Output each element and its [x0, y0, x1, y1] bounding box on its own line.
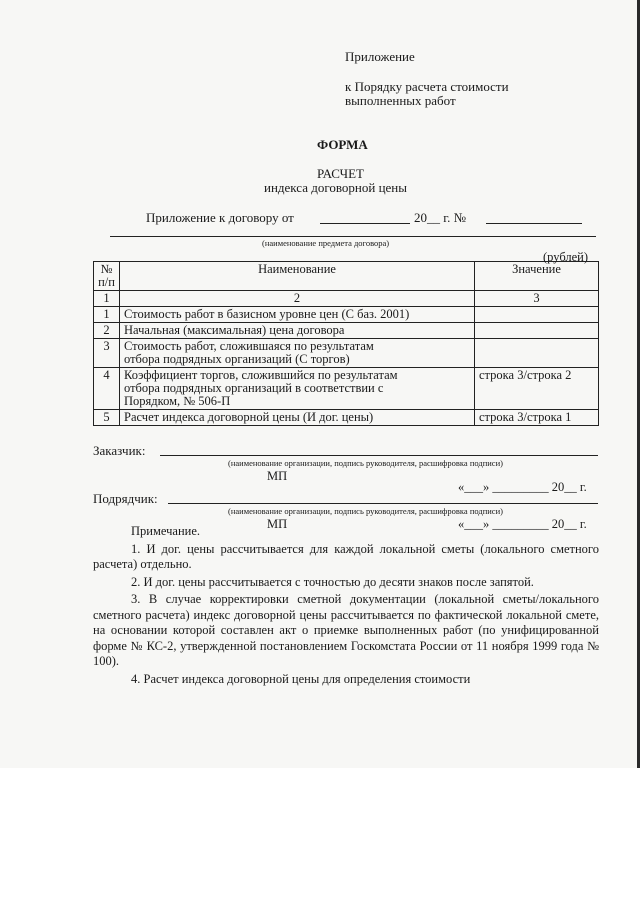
note-item: 4. Расчет индекса договорной цены для определения стоимости [131, 671, 471, 686]
row-num: 2 [94, 323, 120, 339]
customer-stamp: МП [267, 469, 288, 483]
note-item: 1. И дог. цены рассчитывается для каждой локальной сметы (локального сметного расчета) отдельно. [93, 541, 599, 571]
calc-subtitle: индекса договорной цены [264, 180, 407, 195]
contract-number-prefix: 20__ г. № [414, 210, 467, 225]
table-row [94, 323, 599, 339]
customer-label: Заказчик: [93, 443, 146, 458]
row-num: 5 [94, 410, 120, 426]
table-row [94, 410, 599, 426]
calc-title: РАСЧЕТ [317, 166, 364, 181]
row-value: строка 3/строка 1 [475, 410, 599, 426]
subject-line [110, 236, 596, 237]
row-value [475, 307, 599, 323]
row-name-line: Стоимость работ, сложившаяся по результатам [124, 339, 374, 353]
row-value [475, 323, 599, 339]
form-title: ФОРМА [317, 137, 368, 152]
row-name [120, 339, 475, 368]
contractor-stamp: МП [267, 517, 288, 531]
calc-table [93, 261, 599, 426]
row-name-line: Коэффициент торгов, сложившийся по результатам [124, 368, 398, 382]
contractor-label: Подрядчик: [93, 491, 158, 506]
note-item: 3. В случае корректировки сметной документации (локальной сметы/локального сметного расчета) индекс договорной цены рассчитывается по фактической локальной смете, на основании которой составлен акт о приемке выполненных работ (по унифицированной форме № КС-2, утвержденной постановлением Госкомстата России от 11 ноября 1999 года № 100). [93, 592, 599, 668]
row-name-line: отбора подрядных организаций в соответствии с [124, 381, 384, 395]
appendix-ref-line2: выполненных работ [345, 93, 456, 108]
row-name: Начальная (максимальная) цена договора [120, 323, 475, 339]
appendix-ref-line1: к Порядку расчета стоимости [345, 79, 509, 94]
customer-date: «___» _________ 20__ г. [458, 480, 587, 494]
units-label: (рублей) [543, 250, 589, 264]
row-num: 1 [94, 307, 120, 323]
index-col-1: 1 [94, 291, 120, 307]
table-header-row [94, 262, 599, 291]
subject-caption: (наименование предмета договора) [262, 238, 390, 248]
row-num: 3 [94, 339, 120, 368]
row-value: строка 3/строка 2 [475, 368, 599, 410]
notes-title: Примечание. [131, 524, 201, 538]
index-col-3: 3 [475, 291, 599, 307]
contractor-caption: (наименование организации, подпись руководителя, расшифровка подписи) [228, 506, 503, 516]
contractor-date: «___» _________ 20__ г. [458, 517, 587, 531]
row-num: 4 [94, 368, 120, 410]
appendix-label: Приложение [345, 49, 415, 64]
row-name-line: отбора подрядных организаций (С торгов) [124, 352, 350, 366]
customer-signature-line [160, 455, 598, 456]
header-num-abbrev: п/п [98, 275, 115, 289]
row-value [475, 339, 599, 368]
table-row [94, 368, 599, 410]
contractor-signature-line [168, 503, 598, 504]
contract-date-blank [320, 223, 410, 224]
contract-prefix: Приложение к договору от [146, 210, 294, 225]
customer-caption: (наименование организации, подпись руководителя, расшифровка подписи) [228, 458, 503, 468]
index-col-2: 2 [120, 291, 475, 307]
table-row [94, 339, 599, 368]
row-name [120, 368, 475, 410]
header-value: Значение [475, 262, 599, 291]
row-name: Расчет индекса договорной цены (И дог. цены) [120, 410, 475, 426]
table-index-row [94, 291, 599, 307]
contract-number-blank [486, 223, 582, 224]
table-row [94, 307, 599, 323]
header-num-symbol: № [100, 262, 113, 276]
notes-section [93, 524, 599, 689]
row-name-line: Порядком, № 506-П [124, 394, 231, 408]
header-num [94, 262, 120, 291]
header-name: Наименование [120, 262, 475, 291]
note-item: 2. И дог. цены рассчитывается с точностью до десяти знаков после запятой. [131, 574, 534, 589]
row-name: Стоимость работ в базисном уровне цен (С баз. 2001) [120, 307, 475, 323]
